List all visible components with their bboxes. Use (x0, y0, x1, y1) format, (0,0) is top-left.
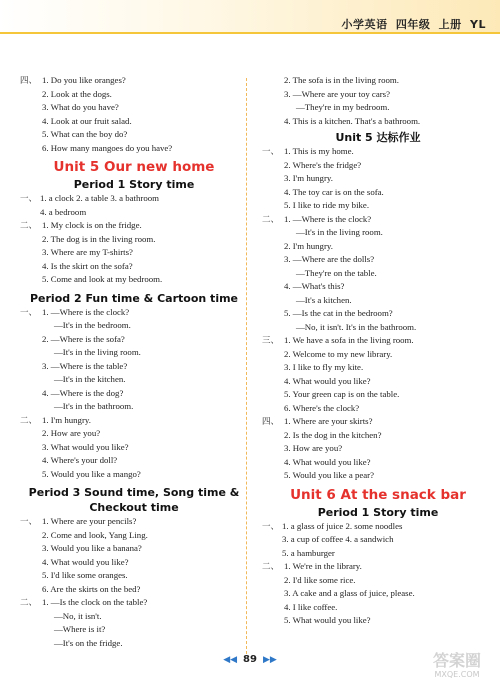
answer-text: 2. —Where is the sofa? (42, 333, 125, 344)
answer-line (20, 306, 248, 320)
answer-text: 1. —Is the clock on the table? (42, 597, 148, 607)
answer-text: 2. Come and look, Yang Ling. (42, 529, 148, 540)
answer-text: 4. The toy car is on the sofa. (284, 186, 384, 197)
answer-text: 1. Do you like oranges? (42, 75, 126, 85)
answer-text: 5. What can the boy do? (42, 129, 128, 139)
answer-line (20, 542, 248, 556)
answer-text: —It's in the bathroom. (54, 401, 134, 411)
answer-text: 4. —Where is the dog? (42, 387, 124, 398)
answer-line (262, 213, 494, 227)
page-header (337, 16, 486, 32)
answer-line (20, 400, 248, 414)
section-marker: 二、 (20, 598, 38, 608)
answer-line (262, 601, 494, 615)
answer-text: 2. The sofa is in the living room. (284, 75, 399, 85)
answer-text: 3. I like to fly my kite. (284, 362, 364, 372)
answer-text: 4. This is a kitchen. That's a bathroom. (284, 115, 421, 126)
answer-text: —It's in the living room. (296, 227, 383, 237)
watermark-text: 答案圈 (432, 651, 481, 670)
answer-text: 4. What would you like? (284, 456, 371, 467)
section-marker: 二、 (20, 415, 38, 426)
answer-text: 1. My clock is on the fridge. (42, 220, 142, 230)
answer-line (262, 172, 494, 186)
answer-text: 2. The dog is in the living room. (42, 233, 156, 244)
answer-text: 2. Welcome to my new library. (284, 348, 393, 359)
answer-line (262, 560, 494, 574)
answer-line (20, 468, 248, 482)
answer-text: 6. How many mangoes do you have? (42, 142, 173, 153)
answer-line (20, 596, 248, 610)
answer-line (20, 219, 248, 233)
answer-text: 5. Would you like a mango? (42, 468, 141, 479)
answer-text: 3. What would you like? (42, 441, 129, 452)
answer-text: 5. Come and look at my bedroom. (42, 274, 163, 284)
answer-text: —It's in the kitchen. (54, 374, 126, 384)
answer-text: 4. I like coffee. (284, 601, 338, 612)
answer-text: 4. Where's your doll? (42, 455, 118, 465)
answer-text: 3. I'm hungry. (284, 173, 333, 183)
answer-text: 1. We have a sofa in the living room. (284, 335, 414, 345)
answer-text: 2. Where's the fridge? (284, 159, 362, 170)
answer-text: 2. Is the dog in the kitchen? (284, 429, 382, 440)
header-grade: 四年级 (395, 18, 431, 31)
period-3-title-line2: Checkout time (89, 501, 179, 514)
answer-line (262, 74, 494, 88)
answer-line (20, 610, 248, 624)
answer-text: 5. Your green cap is on the table. (284, 389, 400, 399)
answer-line (262, 226, 494, 240)
answer-text: 1. Where are your pencils? (42, 516, 137, 526)
answer-text: 4. Look at our fruit salad. (42, 115, 132, 126)
answer-line (262, 533, 494, 547)
unit-6-title: Unit 6 At the snack bar (290, 486, 466, 503)
answer-line (20, 233, 248, 247)
answer-line (20, 515, 248, 529)
answer-line (20, 623, 248, 637)
section-marker: 四、 (262, 417, 280, 427)
answer-line (262, 456, 494, 470)
answer-text: —Where is it? (54, 624, 106, 634)
answer-text: 2. I'm hungry. (284, 240, 333, 251)
answer-line (262, 307, 494, 321)
answer-line (20, 260, 248, 274)
answer-line (262, 402, 494, 416)
section-marker: 四、 (20, 76, 38, 86)
section-marker: 一、 (262, 521, 280, 532)
answer-line (262, 101, 494, 115)
answer-line (262, 388, 494, 402)
section-marker: 一、 (20, 194, 38, 204)
answer-text: —It's in the living room. (54, 347, 141, 357)
answer-line (20, 319, 248, 333)
answer-line (262, 115, 494, 129)
unit-6-period-1-title: Period 1 Story time (317, 505, 439, 519)
answer-text: 4. —What's this? (284, 281, 345, 291)
answer-text: 3. Where are my T-shirts? (42, 247, 133, 257)
answer-line (20, 637, 248, 651)
answer-line (262, 145, 494, 159)
answer-text: —It's a kitchen. (296, 294, 352, 305)
answer-line (20, 427, 248, 441)
answer-text: 5. Would you like a pear? (284, 470, 375, 480)
prev-arrows-icon: ◀◀ (223, 655, 238, 665)
answer-line (262, 334, 494, 348)
answer-text: 1. I'm hungry. (42, 414, 91, 425)
answer-line (20, 101, 248, 115)
answer-text: 1. We're in the library. (284, 561, 362, 571)
answer-line (262, 574, 494, 588)
section-marker: 一、 (20, 307, 38, 318)
answer-text: 6. Where's the clock? (284, 402, 360, 413)
answer-line (20, 569, 248, 583)
answer-line (262, 469, 494, 483)
next-arrows-icon: ▶▶ (262, 655, 277, 665)
answer-text: 1. This is my home. (284, 146, 354, 156)
answer-line (20, 414, 248, 428)
answer-text: 4. What would you like? (42, 556, 129, 567)
answer-text: 2. I'd like some rice. (284, 574, 356, 585)
header-term: 上册 (438, 18, 462, 31)
answer-line (20, 583, 248, 597)
answer-text: 3. Would you like a banana? (42, 543, 142, 553)
answer-text: —No, it isn't. (54, 610, 102, 621)
answer-line (20, 128, 248, 142)
section-marker: 一、 (262, 147, 280, 157)
page-number: 89 (243, 654, 257, 665)
answer-line (20, 529, 248, 543)
answer-line (262, 520, 494, 534)
period-2-title: Period 2 Fun time & Cartoon time (29, 291, 239, 305)
header-rule (0, 32, 500, 34)
answer-line (262, 587, 494, 601)
answer-text: 2. Look at the dogs. (42, 88, 112, 99)
answer-text: 1. —Where is the clock? (42, 306, 130, 317)
answer-line (20, 88, 248, 102)
answer-text: 1. a clock 2. a table 3. a bathroom (40, 193, 159, 203)
answer-text: 3. —Where are the dolls? (284, 254, 375, 264)
answer-text: 3. How are you? (284, 443, 343, 453)
right-column (262, 74, 494, 628)
answer-text: 4. a bedroom (40, 206, 87, 217)
answer-line (20, 441, 248, 455)
answer-line (20, 192, 248, 206)
answer-text: 5. I like to ride my bike. (284, 200, 370, 210)
answer-text: 6. Are the skirts on the bed? (42, 583, 141, 594)
answer-text: 4. What would you like? (284, 375, 371, 386)
answer-line (262, 267, 494, 281)
answer-line (262, 240, 494, 254)
header-edition: YL (470, 18, 486, 31)
answer-line (20, 333, 248, 347)
answer-line (262, 294, 494, 308)
answer-line (262, 199, 494, 213)
answer-line (262, 253, 494, 267)
answer-text: 1. Where are your skirts? (284, 416, 373, 426)
answer-line (20, 360, 248, 374)
header-subject: 小学英语 (341, 18, 388, 31)
answer-text: 5. I'd like some oranges. (42, 570, 128, 580)
answer-text: 3. —Where are your toy cars? (284, 88, 391, 99)
answer-line (262, 321, 494, 335)
answer-text: —No, it isn't. It's in the bathroom. (296, 321, 417, 332)
answer-line (20, 115, 248, 129)
answer-line (262, 88, 494, 102)
section-marker: 三、 (262, 336, 280, 346)
answer-line (20, 206, 248, 220)
answer-line (20, 387, 248, 401)
answer-text: —It's on the fridge. (54, 637, 123, 648)
answer-line (20, 142, 248, 156)
answer-line (262, 547, 494, 561)
section-marker: 二、 (262, 214, 280, 225)
unit-5-title: Unit 5 Our new home (53, 159, 215, 175)
answer-line (20, 346, 248, 360)
answer-line (262, 186, 494, 200)
section-marker: 二、 (20, 221, 38, 231)
answer-text: —They're in my bedroom. (296, 102, 390, 112)
answer-text: 3. a cup of coffee 4. a sandwich (282, 534, 394, 544)
answer-text: 5. What would you like? (284, 615, 371, 625)
answer-text: 3. —Where is the table? (42, 360, 128, 371)
answer-text: 1. a glass of juice 2. some noodles (282, 520, 403, 531)
answer-text: 1. —Where is the clock? (284, 213, 372, 224)
answer-line (262, 614, 494, 628)
answer-text: 3. A cake and a glass of juice, please. (284, 588, 415, 598)
answer-line (20, 454, 248, 468)
period-1-title: Period 1 Story time (73, 178, 195, 191)
answer-line (262, 159, 494, 173)
answer-line (20, 556, 248, 570)
answer-text: 5. a hamburger (282, 547, 335, 558)
answer-text: 5. —Is the cat in the bedroom? (284, 308, 393, 318)
answer-text: 2. How are you? (42, 428, 101, 438)
answer-line (262, 361, 494, 375)
watermark-logo (422, 652, 492, 682)
section-marker: 二、 (262, 562, 280, 572)
answer-text: —It's in the bedroom. (54, 320, 131, 330)
answer-line (262, 442, 494, 456)
section-marker: 一、 (20, 517, 38, 527)
answer-line (20, 74, 248, 88)
answer-line (20, 273, 248, 287)
answer-text: 4. Is the skirt on the sofa? (42, 260, 133, 271)
answer-line (20, 373, 248, 387)
watermark-url: MXQE.COM (434, 670, 480, 679)
answer-text: —They're on the table. (296, 267, 377, 278)
answer-line (262, 375, 494, 389)
period-3-title: Period 3 Sound time, Song time & (28, 486, 240, 499)
answer-text: 3. What do you have? (42, 102, 119, 112)
answer-line (262, 415, 494, 429)
unit-5-test-title: Unit 5 达标作业 (335, 131, 421, 144)
answer-line (262, 280, 494, 294)
answer-line (262, 429, 494, 443)
answer-line (262, 348, 494, 362)
left-column (20, 74, 248, 650)
answer-line (20, 246, 248, 260)
